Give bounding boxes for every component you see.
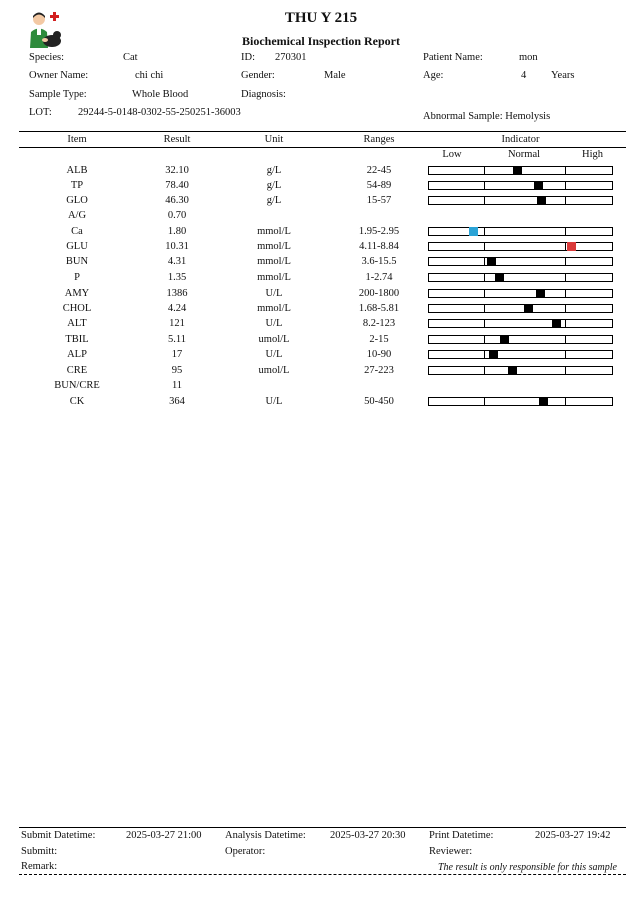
- indicator-marker: [524, 304, 533, 313]
- indicator-marker: [534, 181, 543, 190]
- result-cell: 4.24: [167, 303, 187, 314]
- item-cell: ALP: [67, 349, 87, 360]
- indicator-bar: [428, 181, 613, 190]
- analysis-datetime-value: 2025-03-27 20:30: [330, 830, 406, 841]
- reviewer-label: Reviewer:: [429, 846, 473, 857]
- range-cell: 3.6-15.5: [361, 256, 397, 267]
- unit-cell: mmol/L: [257, 256, 291, 267]
- range-cell: 27-223: [364, 365, 394, 376]
- indicator-normal-label: Normal: [507, 149, 541, 160]
- indicator-high-label: High: [582, 149, 603, 160]
- range-cell: 200-1800: [358, 288, 400, 299]
- result-cell: 5.11: [168, 334, 186, 345]
- table-row: [19, 195, 626, 210]
- indicator-bar: [428, 335, 613, 344]
- indicator-bar: [428, 304, 613, 313]
- col-result-header: Result: [163, 134, 191, 145]
- indicator-bar: [428, 273, 613, 282]
- unit-cell: g/L: [266, 195, 282, 206]
- indicator-marker: [508, 366, 517, 375]
- col-item-header: Item: [67, 134, 87, 145]
- indicator-marker: [552, 319, 561, 328]
- unit-cell: g/L: [266, 180, 282, 191]
- unit-cell: mmol/L: [257, 241, 291, 252]
- indicator-bar: [428, 166, 613, 175]
- species-value: Cat: [123, 52, 138, 63]
- sample-type-value: Whole Blood: [132, 89, 189, 100]
- table-row: [19, 272, 626, 287]
- indicator-marker: [567, 242, 576, 251]
- age-label: Age:: [423, 70, 444, 81]
- result-cell: 364: [169, 396, 185, 407]
- col-ranges-header: Ranges: [363, 134, 395, 145]
- item-cell: GLO: [66, 195, 88, 206]
- unit-cell: mmol/L: [257, 226, 291, 237]
- unit-cell: mmol/L: [257, 303, 291, 314]
- indicator-marker: [536, 289, 545, 298]
- analysis-datetime-label: Analysis Datetime:: [225, 830, 306, 841]
- item-cell: A/G: [67, 210, 87, 221]
- id-value: 270301: [275, 52, 307, 63]
- table-row: [19, 396, 626, 411]
- result-cell: 0.70: [167, 210, 187, 221]
- lot-label: LOT:: [29, 107, 52, 118]
- indicator-bar: [428, 319, 613, 328]
- footer-dashed-rule: [19, 874, 626, 875]
- indicator-marker: [489, 350, 498, 359]
- unit-cell: U/L: [265, 318, 283, 329]
- range-cell: 2-15: [369, 334, 389, 345]
- clinic-title: THU Y 215: [284, 10, 358, 26]
- id-label: ID:: [241, 52, 255, 63]
- table-row: [19, 226, 626, 241]
- unit-cell: umol/L: [258, 334, 290, 345]
- result-cell: 95: [171, 365, 183, 376]
- unit-cell: U/L: [265, 349, 283, 360]
- indicator-marker: [539, 397, 548, 406]
- range-cell: 8.2-123: [362, 318, 396, 329]
- result-cell: 1.35: [167, 272, 187, 283]
- disclaimer-note: The result is only responsible for this sample: [438, 862, 617, 873]
- indicator-marker: [495, 273, 504, 282]
- owner-value: chi chi: [135, 70, 164, 81]
- header-top-rule: [19, 131, 626, 132]
- indicator-bar: [428, 397, 613, 406]
- item-cell: BUN/CRE: [54, 380, 100, 391]
- table-row: [19, 165, 626, 180]
- range-cell: 54-89: [366, 180, 392, 191]
- result-cell: 32.10: [165, 165, 189, 176]
- range-cell: 4.11-8.84: [359, 241, 399, 252]
- footer-top-rule: [19, 827, 626, 828]
- remark-label: Remark:: [21, 861, 58, 872]
- diagnosis-label: Diagnosis:: [241, 89, 286, 100]
- item-cell: P: [74, 272, 80, 283]
- result-cell: 10.31: [165, 241, 189, 252]
- range-cell: 50-450: [364, 396, 394, 407]
- unit-cell: umol/L: [258, 365, 290, 376]
- result-cell: 11: [171, 380, 183, 391]
- table-row: [19, 365, 626, 380]
- sample-type-label: Sample Type:: [29, 89, 87, 100]
- indicator-bar: [428, 257, 613, 266]
- indicator-marker: [487, 257, 496, 266]
- col-indicator-header: Indicator: [501, 134, 540, 145]
- result-cell: 17: [171, 349, 183, 360]
- gender-label: Gender:: [241, 70, 275, 81]
- submit-datetime-value: 2025-03-27 21:00: [126, 830, 202, 841]
- indicator-bar: [428, 366, 613, 375]
- operator-label: Operator:: [225, 846, 266, 857]
- indicator-marker: [469, 227, 478, 236]
- table-row: [19, 334, 626, 349]
- item-cell: Ca: [71, 226, 83, 237]
- table-row: [19, 380, 626, 395]
- age-value: 4: [521, 70, 527, 81]
- owner-label: Owner Name:: [29, 70, 89, 81]
- item-cell: CHOL: [62, 303, 92, 314]
- item-cell: ALB: [66, 165, 88, 176]
- unit-cell: U/L: [265, 288, 283, 299]
- item-cell: ALT: [67, 318, 87, 329]
- result-cell: 4.31: [167, 256, 187, 267]
- result-cell: 1.80: [167, 226, 187, 237]
- gender-value: Male: [324, 70, 346, 81]
- submit-datetime-label: Submit Datetime:: [21, 830, 96, 841]
- table-row: [19, 241, 626, 256]
- indicator-marker: [537, 196, 546, 205]
- range-cell: 1.68-5.81: [358, 303, 400, 314]
- indicator-bar: [428, 227, 613, 236]
- item-cell: TBIL: [65, 334, 89, 345]
- table-row: [19, 288, 626, 303]
- lot-value: 29244-5-0148-0302-55-250251-36003: [78, 107, 241, 118]
- age-unit: Years: [551, 70, 575, 81]
- result-cell: 46.30: [165, 195, 189, 206]
- indicator-bar: [428, 242, 613, 251]
- print-datetime-value: 2025-03-27 19:42: [535, 830, 611, 841]
- result-cell: 78.40: [165, 180, 189, 191]
- header-bottom-rule: [19, 147, 626, 148]
- table-row: [19, 303, 626, 318]
- submitter-label: Submitt:: [21, 846, 58, 857]
- item-cell: AMY: [64, 288, 90, 299]
- col-unit-header: Unit: [264, 134, 284, 145]
- indicator-bar: [428, 289, 613, 298]
- indicator-bar: [428, 196, 613, 205]
- range-cell: 1-2.74: [365, 272, 393, 283]
- item-cell: TP: [70, 180, 84, 191]
- indicator-low-label: Low: [442, 149, 462, 160]
- table-row: [19, 256, 626, 271]
- item-cell: CK: [69, 396, 85, 407]
- table-row: [19, 180, 626, 195]
- indicator-marker: [500, 335, 509, 344]
- range-cell: 1.95-2.95: [358, 226, 400, 237]
- table-row: [19, 349, 626, 364]
- result-cell: 1386: [166, 288, 188, 299]
- item-cell: CRE: [66, 365, 88, 376]
- abnormal-sample-note: Abnormal Sample: Hemolysis: [423, 111, 551, 122]
- table-row: [19, 318, 626, 333]
- unit-cell: g/L: [266, 165, 282, 176]
- unit-cell: mmol/L: [257, 272, 291, 283]
- unit-cell: U/L: [265, 396, 283, 407]
- species-label: Species:: [29, 52, 64, 63]
- print-datetime-label: Print Datetime:: [429, 830, 494, 841]
- patient-name-label: Patient Name:: [423, 52, 483, 63]
- indicator-bar: [428, 350, 613, 359]
- report-title: Biochemical Inspection Report: [242, 34, 400, 48]
- table-row: [19, 210, 626, 225]
- range-cell: 15-57: [366, 195, 392, 206]
- result-cell: 121: [169, 318, 185, 329]
- item-cell: BUN: [65, 256, 89, 267]
- patient-name-value: mon: [519, 52, 538, 63]
- item-cell: GLU: [66, 241, 88, 252]
- range-cell: 22-45: [366, 165, 392, 176]
- range-cell: 10-90: [366, 349, 392, 360]
- indicator-marker: [513, 166, 522, 175]
